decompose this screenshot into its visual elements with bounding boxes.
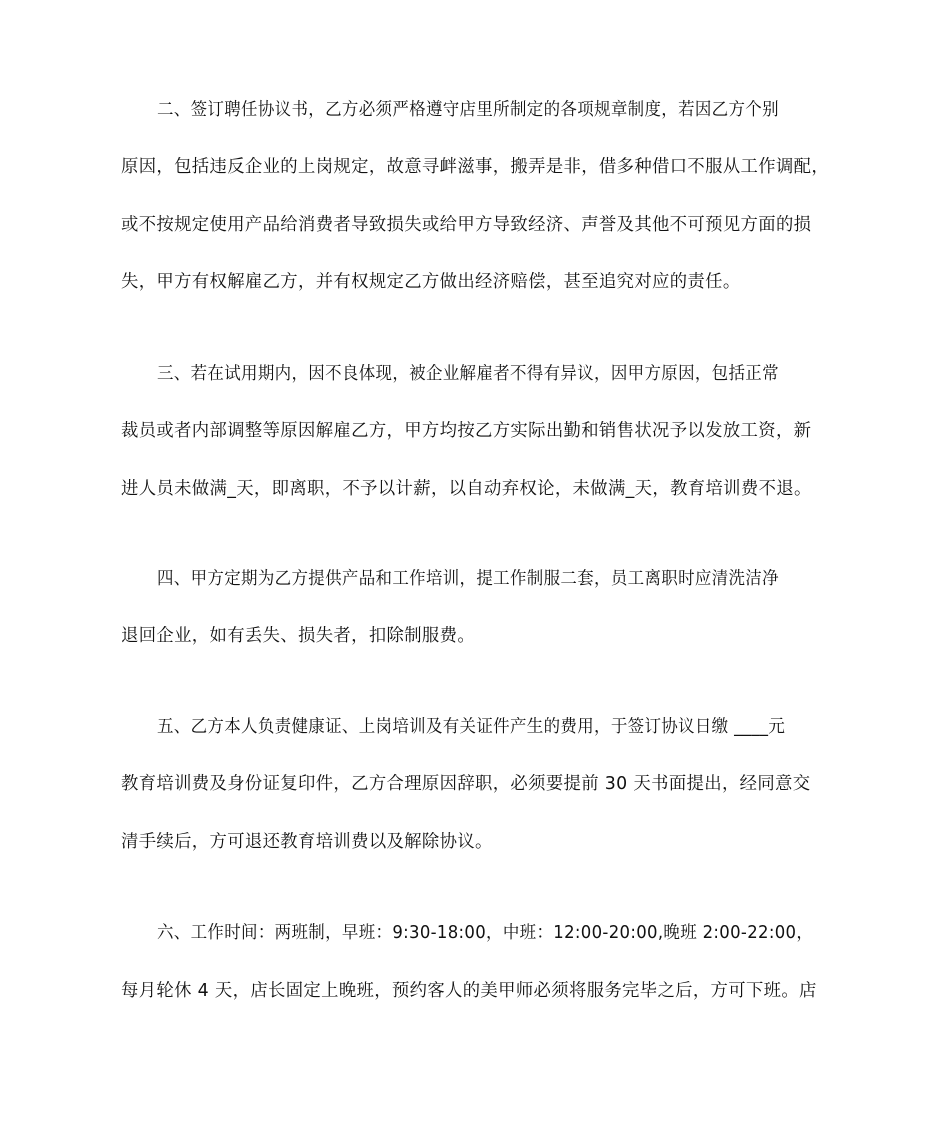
paragraph-4-line-2: 退回企业，如有丢失、损失者，扣除制服费。 bbox=[121, 626, 476, 646]
paragraph-2-line-3: 或不按规定使用产品给消费者导致损失或给甲方导致经济、声誉及其他不可预见方面的损 bbox=[121, 215, 812, 235]
paragraph-6-line-2: 每月轮休 4 天，店长固定上晚班，预约客人的美甲师必须将服务完毕之后，方可下班。店 bbox=[121, 981, 817, 1001]
paragraph-5-line-1: 五、乙方本人负责健康证、上岗培训及有关证件产生的费用，于签订协议日缴 ____元 bbox=[157, 717, 786, 737]
paragraph-2-line-1: 二、签订聘任协议书，乙方必须严格遵守店里所制定的各项规章制度，若因乙方个别 bbox=[157, 100, 779, 120]
paragraph-4-line-1: 四、甲方定期为乙方提供产品和工作培训，提工作制服二套，员工离职时应清洗洁净 bbox=[157, 569, 779, 589]
paragraph-3-line-3: 进人员未做满_天，即离职，不予以计薪，以自动弃权论，未做满_天，教育培训费不退。 bbox=[121, 479, 812, 499]
paragraph-6-line-1: 六、工作时间：两班制，早班：9:30-18:00，中班：12:00-20:00,晚班 2:00-22:00， bbox=[157, 923, 814, 943]
paragraph-2-line-4: 失，甲方有权解雇乙方，并有权规定乙方做出经济赔偿，甚至追究对应的责任。 bbox=[121, 272, 741, 292]
paragraph-5-line-3: 清手续后，方可退还教育培训费以及解除协议。 bbox=[121, 832, 493, 852]
paragraph-2-line-2: 原因，包括违反企业的上岗规定，故意寻衅滋事，搬弄是非，借多种借口不服从工作调配， bbox=[121, 157, 830, 177]
paragraph-3-line-2: 裁员或者内部调整等原因解雇乙方，甲方均按乙方实际出勤和销售状况予以发放工资，新 bbox=[121, 421, 812, 441]
paragraph-5-line-2: 教育培训费及身份证复印件，乙方合理原因辞职，必须要提前 30 天书面提出，经同意交 bbox=[121, 774, 811, 794]
paragraph-3-line-1: 三、若在试用期内，因不良体现，被企业解雇者不得有异议，因甲方原因，包括正常 bbox=[157, 364, 779, 384]
